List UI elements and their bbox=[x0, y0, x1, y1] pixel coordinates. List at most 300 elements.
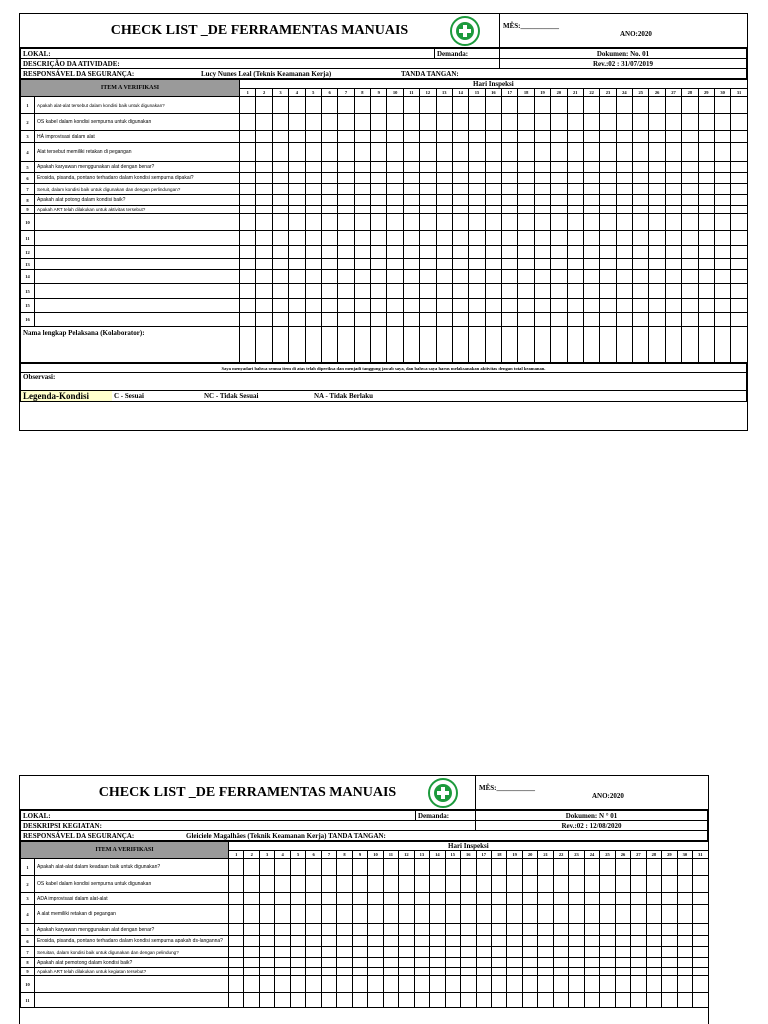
day-check-cell[interactable] bbox=[567, 246, 583, 259]
day-check-cell[interactable] bbox=[534, 162, 550, 173]
day-check-cell[interactable] bbox=[240, 206, 256, 214]
day-check-cell[interactable] bbox=[507, 936, 522, 947]
day-check-cell[interactable] bbox=[338, 313, 354, 327]
day-check-cell[interactable] bbox=[665, 162, 681, 173]
day-check-cell[interactable] bbox=[289, 299, 305, 313]
day-check-cell[interactable] bbox=[289, 246, 305, 259]
day-check-cell[interactable] bbox=[387, 97, 403, 114]
day-check-cell[interactable] bbox=[403, 162, 419, 173]
day-check-cell[interactable] bbox=[290, 958, 305, 968]
day-check-cell[interactable] bbox=[275, 924, 290, 936]
day-signature-cell[interactable] bbox=[338, 327, 354, 363]
day-check-cell[interactable] bbox=[584, 958, 599, 968]
day-check-cell[interactable] bbox=[256, 131, 272, 143]
day-check-cell[interactable] bbox=[469, 131, 485, 143]
day-check-cell[interactable] bbox=[567, 173, 583, 184]
day-check-cell[interactable] bbox=[305, 299, 321, 313]
day-check-cell[interactable] bbox=[338, 299, 354, 313]
day-check-cell[interactable] bbox=[387, 131, 403, 143]
day-check-cell[interactable] bbox=[371, 143, 387, 162]
day-check-cell[interactable] bbox=[534, 313, 550, 327]
day-check-cell[interactable] bbox=[584, 968, 599, 976]
day-check-cell[interactable] bbox=[371, 162, 387, 173]
day-check-cell[interactable] bbox=[649, 270, 665, 284]
day-check-cell[interactable] bbox=[289, 143, 305, 162]
day-check-cell[interactable] bbox=[240, 259, 256, 270]
day-check-cell[interactable] bbox=[387, 143, 403, 162]
day-check-cell[interactable] bbox=[534, 143, 550, 162]
day-check-cell[interactable] bbox=[289, 206, 305, 214]
day-check-cell[interactable] bbox=[600, 246, 616, 259]
day-check-cell[interactable] bbox=[371, 259, 387, 270]
day-check-cell[interactable] bbox=[631, 958, 646, 968]
day-check-cell[interactable] bbox=[553, 993, 568, 1008]
day-signature-cell[interactable] bbox=[698, 327, 714, 363]
day-check-cell[interactable] bbox=[616, 131, 632, 143]
day-check-cell[interactable] bbox=[290, 893, 305, 905]
day-check-cell[interactable] bbox=[420, 270, 436, 284]
day-check-cell[interactable] bbox=[698, 97, 714, 114]
day-check-cell[interactable] bbox=[306, 924, 321, 936]
day-check-cell[interactable] bbox=[649, 162, 665, 173]
day-check-cell[interactable] bbox=[551, 184, 567, 195]
day-check-cell[interactable] bbox=[600, 958, 615, 968]
day-check-cell[interactable] bbox=[403, 259, 419, 270]
day-check-cell[interactable] bbox=[502, 231, 518, 246]
day-check-cell[interactable] bbox=[414, 876, 429, 893]
day-check-cell[interactable] bbox=[649, 114, 665, 131]
day-check-cell[interactable] bbox=[321, 958, 336, 968]
day-check-cell[interactable] bbox=[485, 143, 501, 162]
day-check-cell[interactable] bbox=[256, 162, 272, 173]
day-check-cell[interactable] bbox=[502, 284, 518, 299]
day-check-cell[interactable] bbox=[430, 976, 445, 993]
day-check-cell[interactable] bbox=[646, 958, 661, 968]
day-check-cell[interactable] bbox=[368, 947, 383, 958]
day-signature-cell[interactable] bbox=[518, 327, 534, 363]
day-check-cell[interactable] bbox=[354, 173, 370, 184]
day-check-cell[interactable] bbox=[399, 976, 414, 993]
day-check-cell[interactable] bbox=[259, 893, 274, 905]
day-check-cell[interactable] bbox=[229, 993, 244, 1008]
day-check-cell[interactable] bbox=[731, 231, 748, 246]
demand-field[interactable]: Demanda: bbox=[416, 811, 476, 821]
day-check-cell[interactable] bbox=[553, 976, 568, 993]
day-check-cell[interactable] bbox=[383, 876, 398, 893]
day-check-cell[interactable] bbox=[682, 313, 698, 327]
day-signature-cell[interactable] bbox=[731, 327, 748, 363]
day-check-cell[interactable] bbox=[240, 143, 256, 162]
day-check-cell[interactable] bbox=[677, 958, 692, 968]
day-check-cell[interactable] bbox=[693, 958, 709, 968]
day-check-cell[interactable] bbox=[240, 299, 256, 313]
day-check-cell[interactable] bbox=[321, 143, 337, 162]
day-check-cell[interactable] bbox=[491, 859, 506, 876]
signature-field[interactable]: TANDA TANGAN: bbox=[401, 69, 459, 78]
day-check-cell[interactable] bbox=[436, 231, 452, 246]
day-check-cell[interactable] bbox=[553, 958, 568, 968]
day-check-cell[interactable] bbox=[321, 993, 336, 1008]
day-check-cell[interactable] bbox=[452, 206, 468, 214]
day-check-cell[interactable] bbox=[240, 214, 256, 231]
day-check-cell[interactable] bbox=[649, 173, 665, 184]
day-check-cell[interactable] bbox=[430, 947, 445, 958]
day-check-cell[interactable] bbox=[305, 214, 321, 231]
day-check-cell[interactable] bbox=[338, 259, 354, 270]
day-check-cell[interactable] bbox=[600, 313, 616, 327]
day-check-cell[interactable] bbox=[352, 876, 367, 893]
day-check-cell[interactable] bbox=[275, 905, 290, 924]
location-field[interactable]: LOKAL: bbox=[21, 49, 435, 59]
day-check-cell[interactable] bbox=[387, 114, 403, 131]
day-check-cell[interactable] bbox=[289, 114, 305, 131]
day-check-cell[interactable] bbox=[662, 893, 677, 905]
day-check-cell[interactable] bbox=[538, 859, 553, 876]
day-check-cell[interactable] bbox=[306, 976, 321, 993]
day-check-cell[interactable] bbox=[469, 270, 485, 284]
day-check-cell[interactable] bbox=[714, 131, 730, 143]
day-check-cell[interactable] bbox=[403, 313, 419, 327]
day-check-cell[interactable] bbox=[567, 313, 583, 327]
day-check-cell[interactable] bbox=[289, 195, 305, 206]
day-check-cell[interactable] bbox=[452, 270, 468, 284]
day-signature-cell[interactable] bbox=[502, 327, 518, 363]
day-check-cell[interactable] bbox=[383, 905, 398, 924]
day-check-cell[interactable] bbox=[452, 214, 468, 231]
day-check-cell[interactable] bbox=[436, 114, 452, 131]
day-check-cell[interactable] bbox=[420, 259, 436, 270]
day-check-cell[interactable] bbox=[698, 246, 714, 259]
day-check-cell[interactable] bbox=[662, 924, 677, 936]
day-check-cell[interactable] bbox=[649, 206, 665, 214]
day-check-cell[interactable] bbox=[698, 131, 714, 143]
day-check-cell[interactable] bbox=[502, 299, 518, 313]
day-check-cell[interactable] bbox=[272, 299, 288, 313]
day-check-cell[interactable] bbox=[567, 97, 583, 114]
day-check-cell[interactable] bbox=[584, 893, 599, 905]
day-check-cell[interactable] bbox=[567, 195, 583, 206]
day-check-cell[interactable] bbox=[420, 206, 436, 214]
day-check-cell[interactable] bbox=[677, 893, 692, 905]
day-check-cell[interactable] bbox=[403, 184, 419, 195]
day-check-cell[interactable] bbox=[240, 114, 256, 131]
day-check-cell[interactable] bbox=[491, 976, 506, 993]
day-check-cell[interactable] bbox=[518, 195, 534, 206]
day-check-cell[interactable] bbox=[436, 313, 452, 327]
day-check-cell[interactable] bbox=[430, 968, 445, 976]
day-check-cell[interactable] bbox=[259, 936, 274, 947]
day-check-cell[interactable] bbox=[469, 231, 485, 246]
day-check-cell[interactable] bbox=[354, 259, 370, 270]
day-check-cell[interactable] bbox=[649, 299, 665, 313]
day-check-cell[interactable] bbox=[272, 313, 288, 327]
day-signature-cell[interactable] bbox=[714, 327, 730, 363]
day-check-cell[interactable] bbox=[631, 893, 646, 905]
day-check-cell[interactable] bbox=[414, 968, 429, 976]
day-check-cell[interactable] bbox=[731, 259, 748, 270]
day-check-cell[interactable] bbox=[290, 968, 305, 976]
day-check-cell[interactable] bbox=[338, 143, 354, 162]
day-check-cell[interactable] bbox=[321, 214, 337, 231]
day-check-cell[interactable] bbox=[272, 114, 288, 131]
day-signature-cell[interactable] bbox=[272, 327, 288, 363]
day-check-cell[interactable] bbox=[368, 958, 383, 968]
day-check-cell[interactable] bbox=[256, 114, 272, 131]
day-check-cell[interactable] bbox=[414, 924, 429, 936]
day-check-cell[interactable] bbox=[485, 284, 501, 299]
day-check-cell[interactable] bbox=[534, 131, 550, 143]
day-check-cell[interactable] bbox=[403, 206, 419, 214]
day-check-cell[interactable] bbox=[646, 924, 661, 936]
day-check-cell[interactable] bbox=[662, 947, 677, 958]
day-check-cell[interactable] bbox=[321, 195, 337, 206]
day-check-cell[interactable] bbox=[567, 299, 583, 313]
day-signature-cell[interactable] bbox=[240, 327, 256, 363]
day-check-cell[interactable] bbox=[399, 876, 414, 893]
day-check-cell[interactable] bbox=[452, 143, 468, 162]
day-check-cell[interactable] bbox=[583, 162, 599, 173]
day-check-cell[interactable] bbox=[698, 214, 714, 231]
day-check-cell[interactable] bbox=[518, 184, 534, 195]
day-check-cell[interactable] bbox=[387, 184, 403, 195]
day-check-cell[interactable] bbox=[354, 97, 370, 114]
day-check-cell[interactable] bbox=[371, 114, 387, 131]
day-check-cell[interactable] bbox=[665, 184, 681, 195]
day-check-cell[interactable] bbox=[469, 184, 485, 195]
day-check-cell[interactable] bbox=[371, 184, 387, 195]
day-check-cell[interactable] bbox=[693, 968, 709, 976]
day-check-cell[interactable] bbox=[534, 195, 550, 206]
day-check-cell[interactable] bbox=[518, 143, 534, 162]
day-check-cell[interactable] bbox=[682, 231, 698, 246]
day-check-cell[interactable] bbox=[649, 184, 665, 195]
day-check-cell[interactable] bbox=[567, 162, 583, 173]
day-check-cell[interactable] bbox=[420, 114, 436, 131]
day-check-cell[interactable] bbox=[522, 876, 537, 893]
day-check-cell[interactable] bbox=[616, 206, 632, 214]
day-check-cell[interactable] bbox=[387, 246, 403, 259]
day-check-cell[interactable] bbox=[272, 162, 288, 173]
day-check-cell[interactable] bbox=[693, 905, 709, 924]
day-check-cell[interactable] bbox=[507, 958, 522, 968]
day-signature-cell[interactable] bbox=[289, 327, 305, 363]
day-check-cell[interactable] bbox=[387, 284, 403, 299]
day-check-cell[interactable] bbox=[371, 131, 387, 143]
day-check-cell[interactable] bbox=[244, 905, 259, 924]
day-check-cell[interactable] bbox=[633, 162, 649, 173]
day-check-cell[interactable] bbox=[259, 859, 274, 876]
day-check-cell[interactable] bbox=[665, 214, 681, 231]
day-check-cell[interactable] bbox=[507, 976, 522, 993]
day-signature-cell[interactable] bbox=[420, 327, 436, 363]
day-check-cell[interactable] bbox=[420, 162, 436, 173]
day-check-cell[interactable] bbox=[338, 231, 354, 246]
day-check-cell[interactable] bbox=[306, 893, 321, 905]
day-check-cell[interactable] bbox=[567, 143, 583, 162]
day-check-cell[interactable] bbox=[259, 947, 274, 958]
location-field[interactable]: LOKAL: bbox=[21, 811, 416, 821]
day-check-cell[interactable] bbox=[445, 893, 460, 905]
day-check-cell[interactable] bbox=[714, 195, 730, 206]
day-check-cell[interactable] bbox=[518, 259, 534, 270]
day-check-cell[interactable] bbox=[305, 131, 321, 143]
day-check-cell[interactable] bbox=[337, 976, 352, 993]
day-check-cell[interactable] bbox=[518, 131, 534, 143]
day-check-cell[interactable] bbox=[522, 893, 537, 905]
day-check-cell[interactable] bbox=[583, 259, 599, 270]
day-check-cell[interactable] bbox=[485, 214, 501, 231]
day-check-cell[interactable] bbox=[289, 214, 305, 231]
day-check-cell[interactable] bbox=[275, 859, 290, 876]
day-check-cell[interactable] bbox=[615, 876, 630, 893]
day-check-cell[interactable] bbox=[399, 936, 414, 947]
day-check-cell[interactable] bbox=[522, 947, 537, 958]
day-check-cell[interactable] bbox=[649, 131, 665, 143]
day-check-cell[interactable] bbox=[682, 299, 698, 313]
day-check-cell[interactable] bbox=[305, 143, 321, 162]
day-check-cell[interactable] bbox=[275, 993, 290, 1008]
day-check-cell[interactable] bbox=[436, 284, 452, 299]
day-check-cell[interactable] bbox=[616, 173, 632, 184]
day-check-cell[interactable] bbox=[240, 131, 256, 143]
day-check-cell[interactable] bbox=[518, 214, 534, 231]
day-check-cell[interactable] bbox=[615, 968, 630, 976]
day-signature-cell[interactable] bbox=[551, 327, 567, 363]
day-check-cell[interactable] bbox=[551, 313, 567, 327]
day-check-cell[interactable] bbox=[476, 947, 491, 958]
day-check-cell[interactable] bbox=[551, 246, 567, 259]
day-check-cell[interactable] bbox=[522, 976, 537, 993]
day-check-cell[interactable] bbox=[272, 270, 288, 284]
day-check-cell[interactable] bbox=[583, 143, 599, 162]
day-check-cell[interactable] bbox=[275, 876, 290, 893]
day-check-cell[interactable] bbox=[403, 143, 419, 162]
day-check-cell[interactable] bbox=[445, 976, 460, 993]
day-check-cell[interactable] bbox=[553, 893, 568, 905]
day-check-cell[interactable] bbox=[616, 270, 632, 284]
day-check-cell[interactable] bbox=[698, 184, 714, 195]
day-check-cell[interactable] bbox=[461, 976, 476, 993]
day-check-cell[interactable] bbox=[600, 976, 615, 993]
day-check-cell[interactable] bbox=[290, 876, 305, 893]
day-check-cell[interactable] bbox=[371, 313, 387, 327]
day-check-cell[interactable] bbox=[290, 859, 305, 876]
day-check-cell[interactable] bbox=[275, 976, 290, 993]
day-check-cell[interactable] bbox=[476, 924, 491, 936]
day-check-cell[interactable] bbox=[337, 893, 352, 905]
day-check-cell[interactable] bbox=[502, 195, 518, 206]
day-signature-cell[interactable] bbox=[403, 327, 419, 363]
day-check-cell[interactable] bbox=[665, 114, 681, 131]
day-check-cell[interactable] bbox=[272, 143, 288, 162]
day-check-cell[interactable] bbox=[502, 270, 518, 284]
day-check-cell[interactable] bbox=[584, 993, 599, 1008]
day-check-cell[interactable] bbox=[616, 184, 632, 195]
day-check-cell[interactable] bbox=[682, 173, 698, 184]
day-check-cell[interactable] bbox=[567, 131, 583, 143]
day-check-cell[interactable] bbox=[502, 143, 518, 162]
day-check-cell[interactable] bbox=[420, 284, 436, 299]
day-check-cell[interactable] bbox=[244, 976, 259, 993]
day-check-cell[interactable] bbox=[698, 114, 714, 131]
day-check-cell[interactable] bbox=[306, 936, 321, 947]
day-check-cell[interactable] bbox=[616, 284, 632, 299]
day-signature-cell[interactable] bbox=[452, 327, 468, 363]
day-check-cell[interactable] bbox=[600, 259, 616, 270]
day-check-cell[interactable] bbox=[368, 876, 383, 893]
day-check-cell[interactable] bbox=[256, 270, 272, 284]
day-check-cell[interactable] bbox=[485, 195, 501, 206]
day-check-cell[interactable] bbox=[420, 313, 436, 327]
day-check-cell[interactable] bbox=[436, 195, 452, 206]
day-check-cell[interactable] bbox=[600, 905, 615, 924]
day-check-cell[interactable] bbox=[693, 876, 709, 893]
day-signature-cell[interactable] bbox=[583, 327, 599, 363]
day-signature-cell[interactable] bbox=[616, 327, 632, 363]
day-check-cell[interactable] bbox=[583, 195, 599, 206]
day-check-cell[interactable] bbox=[305, 195, 321, 206]
day-check-cell[interactable] bbox=[244, 859, 259, 876]
day-check-cell[interactable] bbox=[538, 976, 553, 993]
day-check-cell[interactable] bbox=[387, 299, 403, 313]
day-check-cell[interactable] bbox=[275, 968, 290, 976]
day-check-cell[interactable] bbox=[569, 993, 584, 1008]
day-check-cell[interactable] bbox=[338, 214, 354, 231]
day-check-cell[interactable] bbox=[321, 876, 336, 893]
day-check-cell[interactable] bbox=[616, 162, 632, 173]
day-check-cell[interactable] bbox=[518, 246, 534, 259]
day-check-cell[interactable] bbox=[491, 968, 506, 976]
day-check-cell[interactable] bbox=[502, 206, 518, 214]
day-check-cell[interactable] bbox=[420, 214, 436, 231]
day-check-cell[interactable] bbox=[731, 173, 748, 184]
day-check-cell[interactable] bbox=[491, 958, 506, 968]
day-check-cell[interactable] bbox=[698, 231, 714, 246]
day-check-cell[interactable] bbox=[272, 173, 288, 184]
day-check-cell[interactable] bbox=[352, 947, 367, 958]
day-check-cell[interactable] bbox=[616, 195, 632, 206]
day-check-cell[interactable] bbox=[665, 284, 681, 299]
day-check-cell[interactable] bbox=[430, 958, 445, 968]
day-check-cell[interactable] bbox=[485, 206, 501, 214]
day-check-cell[interactable] bbox=[244, 876, 259, 893]
day-check-cell[interactable] bbox=[646, 893, 661, 905]
day-check-cell[interactable] bbox=[321, 976, 336, 993]
day-check-cell[interactable] bbox=[731, 313, 748, 327]
day-check-cell[interactable] bbox=[452, 173, 468, 184]
day-check-cell[interactable] bbox=[485, 246, 501, 259]
day-check-cell[interactable] bbox=[682, 195, 698, 206]
day-check-cell[interactable] bbox=[469, 162, 485, 173]
day-check-cell[interactable] bbox=[551, 270, 567, 284]
day-check-cell[interactable] bbox=[583, 299, 599, 313]
day-check-cell[interactable] bbox=[452, 162, 468, 173]
day-check-cell[interactable] bbox=[469, 97, 485, 114]
day-check-cell[interactable] bbox=[633, 173, 649, 184]
day-check-cell[interactable] bbox=[522, 905, 537, 924]
day-check-cell[interactable] bbox=[338, 131, 354, 143]
day-check-cell[interactable] bbox=[507, 993, 522, 1008]
day-check-cell[interactable] bbox=[289, 259, 305, 270]
day-check-cell[interactable] bbox=[256, 214, 272, 231]
day-check-cell[interactable] bbox=[305, 114, 321, 131]
day-check-cell[interactable] bbox=[584, 976, 599, 993]
day-signature-cell[interactable] bbox=[534, 327, 550, 363]
day-check-cell[interactable] bbox=[338, 184, 354, 195]
day-check-cell[interactable] bbox=[289, 313, 305, 327]
day-check-cell[interactable] bbox=[383, 976, 398, 993]
day-check-cell[interactable] bbox=[551, 214, 567, 231]
